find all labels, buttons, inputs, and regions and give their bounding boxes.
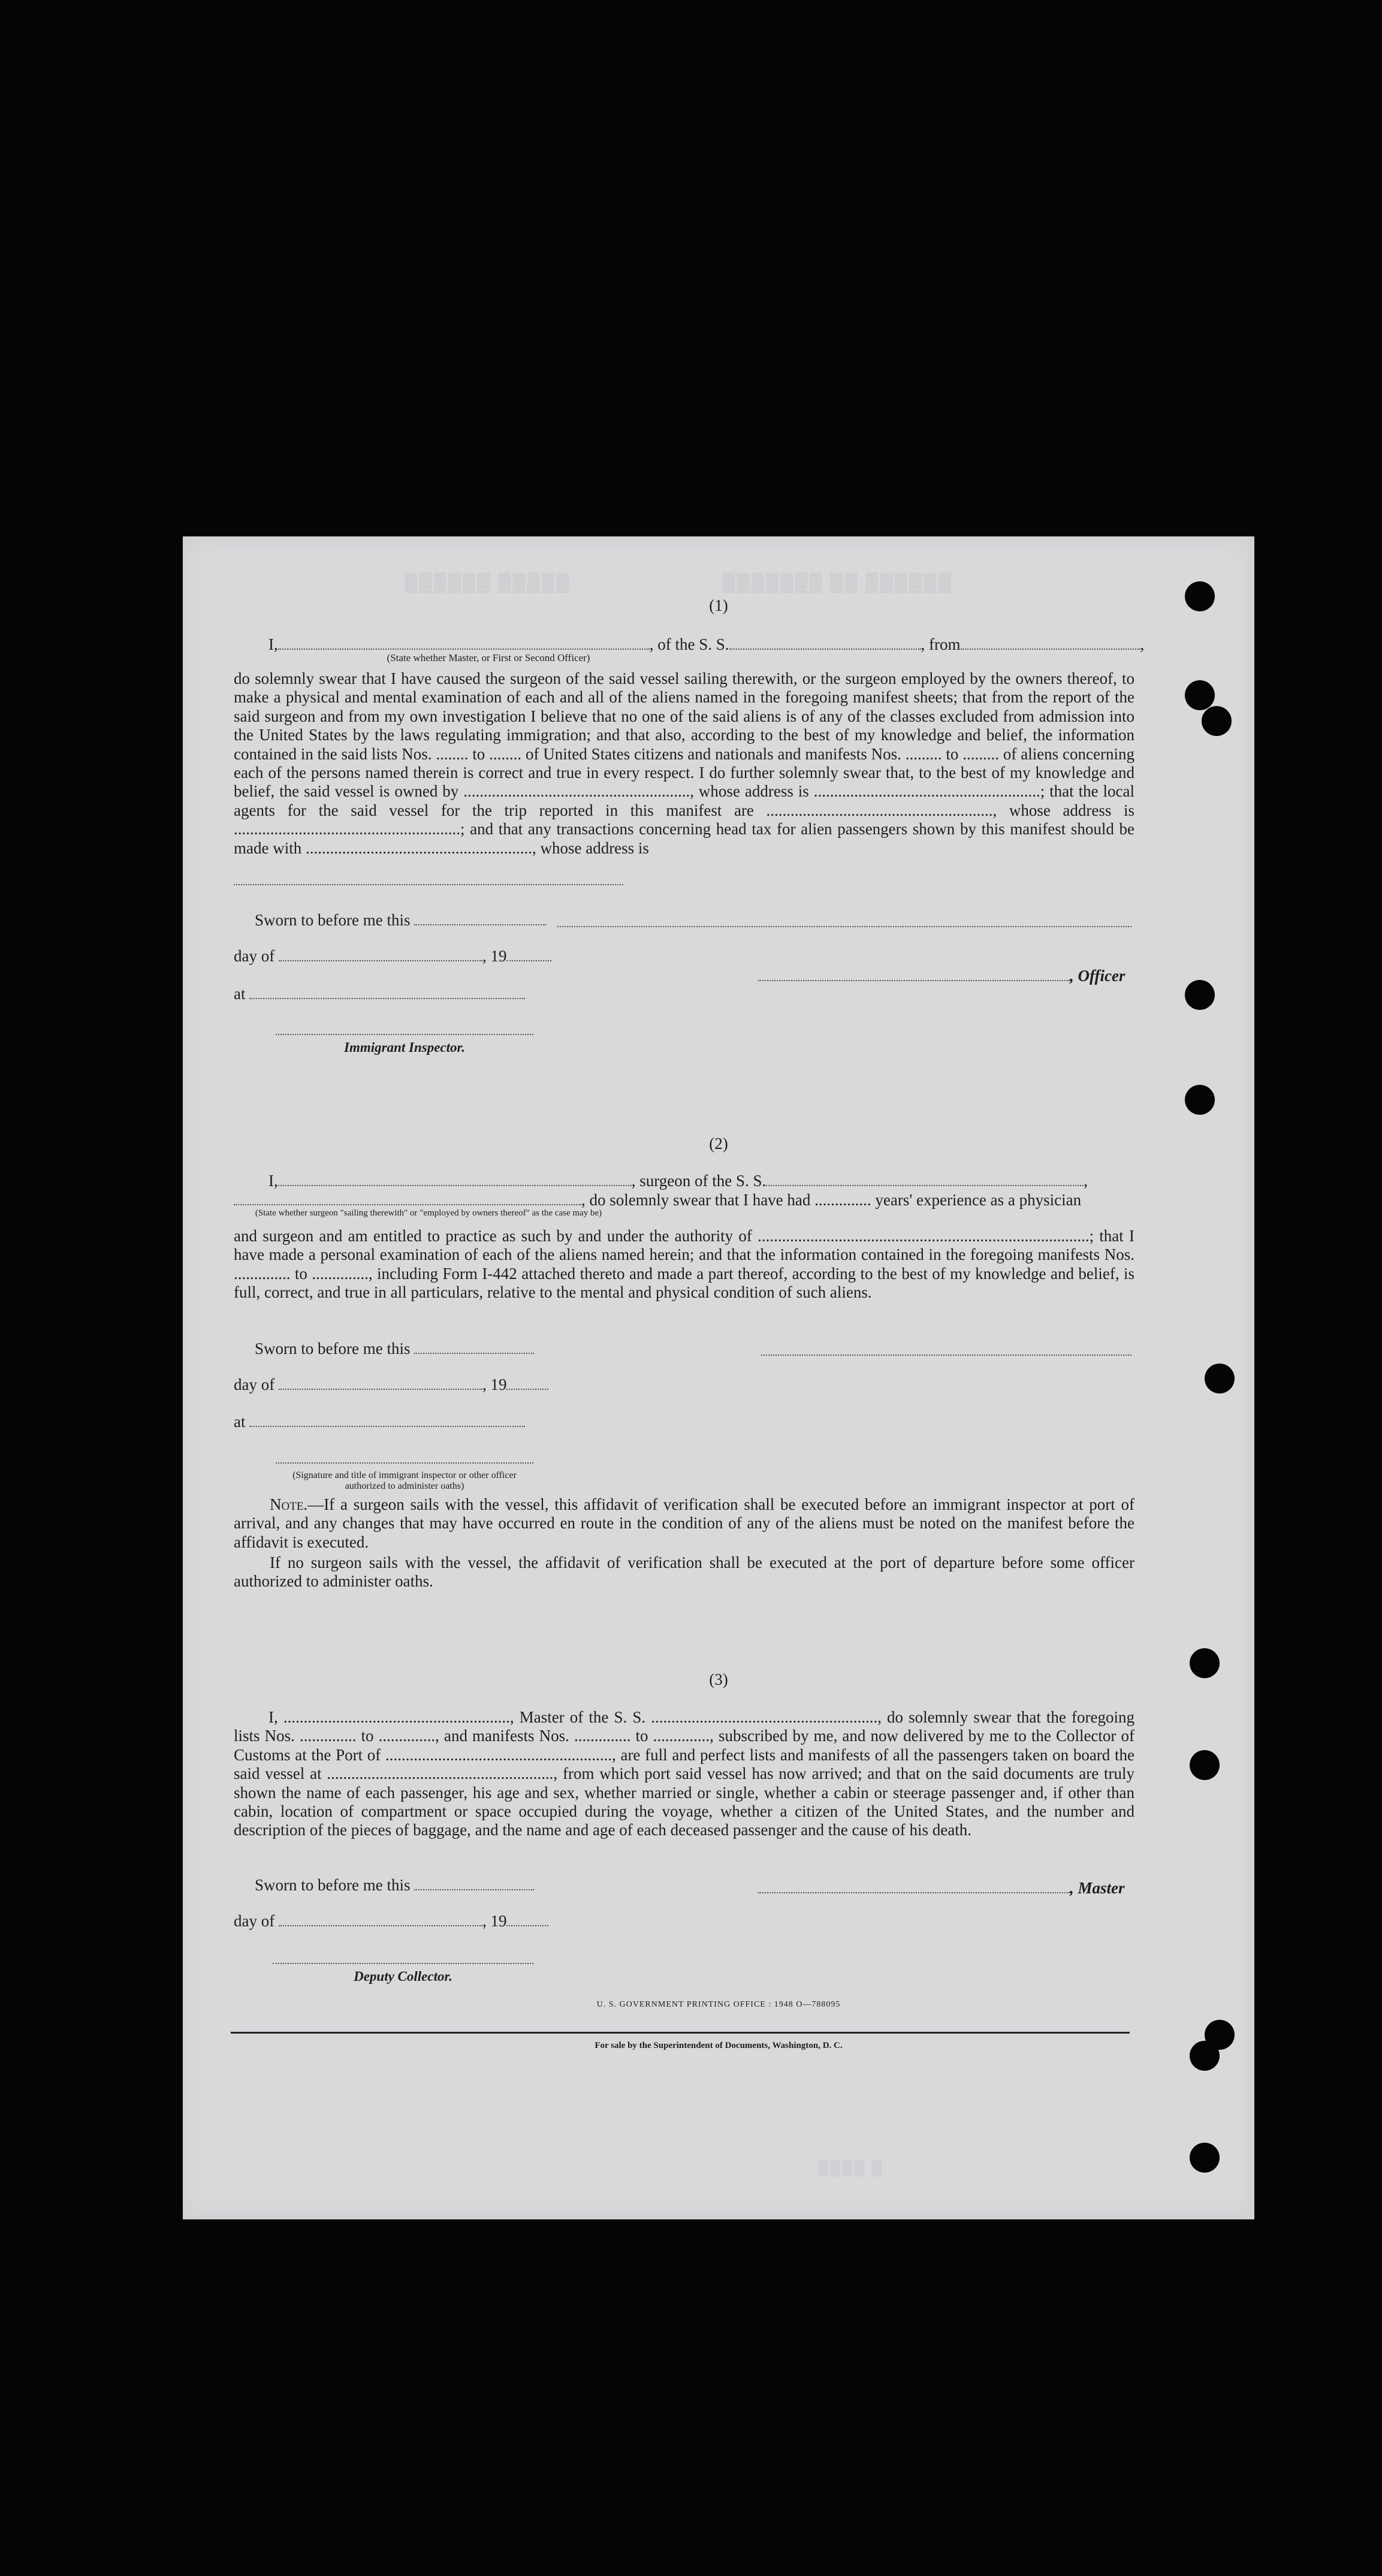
text-master: , Master (1070, 1879, 1125, 1897)
punch-hole (1185, 980, 1215, 1010)
punch-hole (1205, 1364, 1235, 1393)
text-day-of: day of (234, 1912, 275, 1930)
text-sworn: Sworn to before me this (255, 1340, 411, 1358)
section-3-body: I, ........................................................, Master of the S. S. ........................................................, do solemnly swear that the foregoing lists Nos. .............. to .............., and manifests Nos. .............. to .............., subscribed by me, and now delivered by me to the Collector of Customs at the Port of ........................................................, are full and perfect lists and manifests of all the passengers taken on board the said vessel at ........................................................, from which port said vessel has now arrived; and that on the said documents are truly shown the name of each passenger, his age and sex, whether married or single, whether a cabin or steerage passenger and, if other than cabin, location of compartment or space occupied during the voyage, whether a citizen of the United States, and the number and description of the pieces of baggage, and the name and age of each deceased passenger and the cause of his death. (234, 1708, 1134, 1839)
section-1-at (234, 985, 525, 1003)
text-sworn: Sworn to before me this (255, 1876, 411, 1894)
text-of-ss: , of the S. S. (649, 635, 729, 653)
text-i: I, (268, 635, 278, 653)
text-surgeon: , surgeon of the S. S. (631, 1172, 767, 1190)
section-1-first-line: I, , of the S. S. , from , (268, 635, 1145, 653)
footer-rule (231, 2032, 1130, 2034)
section-3-sworn (255, 1876, 534, 1895)
punch-hole (1202, 706, 1232, 736)
section-3-day-of (234, 1912, 548, 1931)
section-2-caption: (State whether surgeon "sailing therewith" or "employed by owners thereof" as the case may be) (255, 1208, 602, 1218)
section-1-sworn (255, 911, 546, 930)
for-sale-line: For sale by the Superintendent of Documents, Washington, D. C. (595, 2041, 843, 2050)
section-1-address-line (234, 884, 623, 885)
punch-hole (1190, 1750, 1220, 1780)
section-1-number: (1) (709, 596, 728, 614)
bleed-through-text: ▒▒▒▒ ▒ (818, 2161, 884, 2176)
section-2-body: and surgeon and am entitled to practice as such by and under the authority of ..................................................................................; that I have made a personal examination of each of the aliens named herein; and that the information contained in the foregoing manifests Nos. .............. to .............., including Form I-442 attached thereto and made a part thereof, according to the best of my knowledge and belief, is full, correct, and true in all particulars, relative to the mental and physical condition of such aliens. (234, 1227, 1134, 1302)
section-2-first-line: I, , surgeon of the S. S. , (268, 1172, 1088, 1190)
text-day-of: day of (234, 947, 275, 965)
section-2-day-of (234, 1376, 548, 1394)
punch-hole (1185, 680, 1215, 710)
section-1-inspector-caption: Immigrant Inspector. (344, 1040, 465, 1055)
section-2-second-line (234, 1191, 1081, 1209)
section-2-sworn (255, 1340, 534, 1358)
manifest-page (183, 536, 1254, 2219)
text-year: , 19 (482, 947, 507, 965)
text-from: , from (921, 635, 961, 653)
text-at: at (234, 1413, 246, 1431)
section-2-note-2: If no surgeon sails with the vessel, the affidavit of verification shall be executed at the port of departure before some officer authorized to administer oaths. (234, 1554, 1134, 1591)
section-1-caption: (State whether Master, or First or Second Officer) (387, 652, 590, 663)
text-year: , 19 (482, 1912, 507, 1930)
section-1-officer (758, 967, 1125, 985)
text-i: I, (268, 1172, 278, 1190)
section-1-body: do solemnly swear that I have caused the surgeon of the said vessel sailing therewith, or the surgeon employed by the owners thereof, to make a physical and mental examination of each and all of the aliens named in the foregoing manifest sheets; that from the report of the said surgeon and from my own investigation I believe that no one of the said aliens is of any of the classes excluded from admission into the United States by the laws regulating immigration; and that also, according to the best of my knowledge and belief, the information contained in the said lists Nos. ........ to ........ of United States citizens and nationals and manifests Nos. ......... to ......... of aliens concerning each of the persons named therein is correct and true in every respect. I do further solemnly swear that, to the best of my knowledge and belief, the said vessel is owned by ........................................................, whose address is ........................................................; that the local agents for the said vessel for the trip reported in this manifest are ........................................................, whose address is ........................................................; and that any transactions concerning head tax for alien passengers shown by this manifest should be made with ........................................................, whose address is (234, 669, 1134, 857)
punch-hole (1185, 1085, 1215, 1115)
text-officer: , Officer (1070, 967, 1125, 985)
text-year: , 19 (482, 1376, 507, 1393)
section-2-signature-line (761, 1355, 1131, 1356)
section-2-inspector-line (276, 1462, 533, 1464)
note-text: —If a surgeon sails with the vessel, this affidavit of verification shall be executed before an immigrant inspector at port of arrival, and any changes that may have occurred en route in the condition of any of the aliens must be noted on the manifest before the affidavit is executed. (234, 1495, 1134, 1551)
section-1-inspector-line (276, 1034, 533, 1035)
section-3-deputy-caption: Deputy Collector. (354, 1969, 452, 1984)
section-3-master (758, 1879, 1125, 1898)
text-sworn: Sworn to before me this (255, 911, 411, 929)
section-3-number: (3) (709, 1670, 728, 1688)
section-3-deputy-line (273, 1963, 533, 1964)
section-2-sig-caption: (Signature and title of immigrant inspector or other officer authorized to administer oaths) (292, 1470, 517, 1491)
text-day-of: day of (234, 1376, 275, 1393)
section-1-day-of (234, 947, 551, 966)
note-label: Note. (270, 1495, 308, 1513)
section-2-at (234, 1413, 525, 1431)
section-1-signature-line (557, 926, 1131, 927)
bleed-through-text: ▒▒▒▒▒▒▒ ▒▒ ▒▒▒▒▒▒ (722, 572, 953, 592)
text-solemnly-swear: , do solemnly swear that I have had .............. years' experience as a physician (581, 1191, 1082, 1209)
section-2-note (234, 1495, 1134, 1552)
bleed-through-text: ▒▒▒▒▒▒ ▒▒▒▒▒ (405, 572, 571, 592)
printing-office-line: U. S. GOVERNMENT PRINTING OFFICE : 1948 O—788095 (596, 2000, 841, 2009)
text-at: at (234, 985, 246, 1003)
section-2-number: (2) (709, 1135, 728, 1153)
punch-hole (1190, 2143, 1220, 2173)
